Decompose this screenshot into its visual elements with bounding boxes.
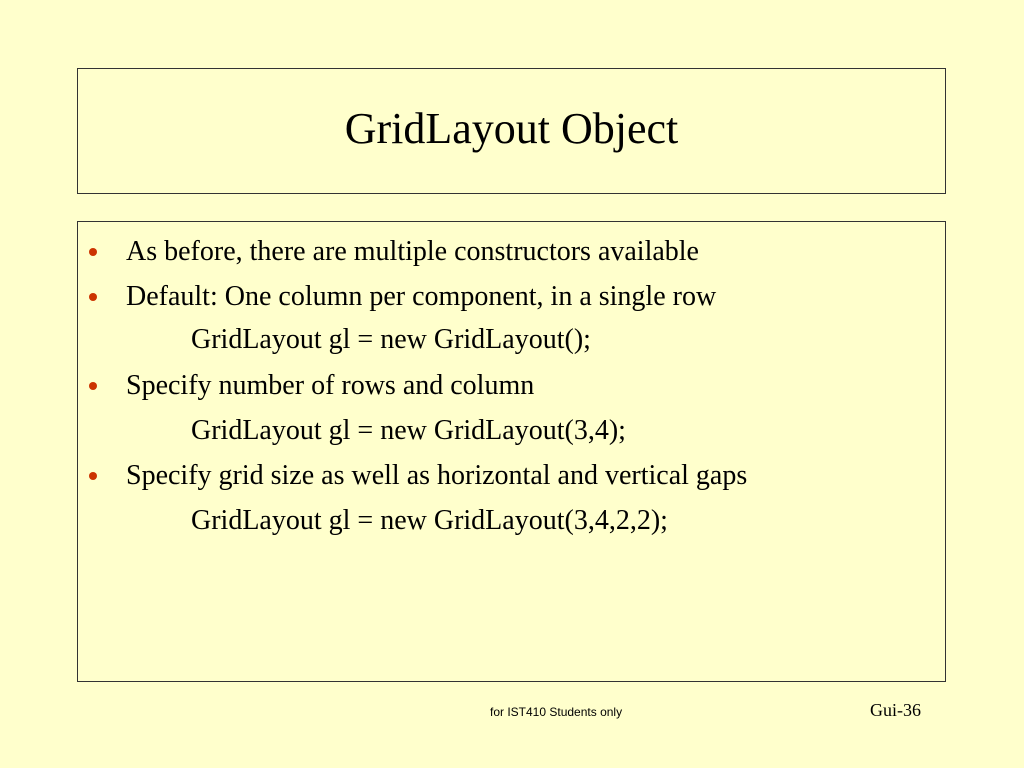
code-text: GridLayout gl = new GridLayout(3,4); bbox=[191, 415, 626, 446]
page-number: Gui-36 bbox=[870, 700, 921, 720]
code-text: GridLayout gl = new GridLayout(3,4,2,2); bbox=[191, 505, 668, 536]
bullet-dot-icon bbox=[89, 293, 97, 301]
bullet-text: Default: One column per component, in a single row bbox=[126, 281, 717, 312]
footer-note: for IST410 Students only bbox=[490, 705, 623, 719]
bullet-text: Specify grid size as well as horizontal and vertical gaps bbox=[126, 460, 748, 491]
content-box bbox=[77, 221, 946, 682]
bullet-dot-icon bbox=[89, 382, 97, 390]
code-text: GridLayout gl = new GridLayout(); bbox=[191, 324, 591, 355]
title-box bbox=[77, 68, 946, 194]
bullet-dot-icon bbox=[89, 472, 97, 480]
slide-title: GridLayout Object bbox=[344, 104, 679, 153]
bullet-text: As before, there are multiple constructors available bbox=[126, 236, 699, 267]
bullet-text: Specify number of rows and column bbox=[126, 370, 535, 401]
bullet-dot-icon bbox=[89, 248, 97, 256]
